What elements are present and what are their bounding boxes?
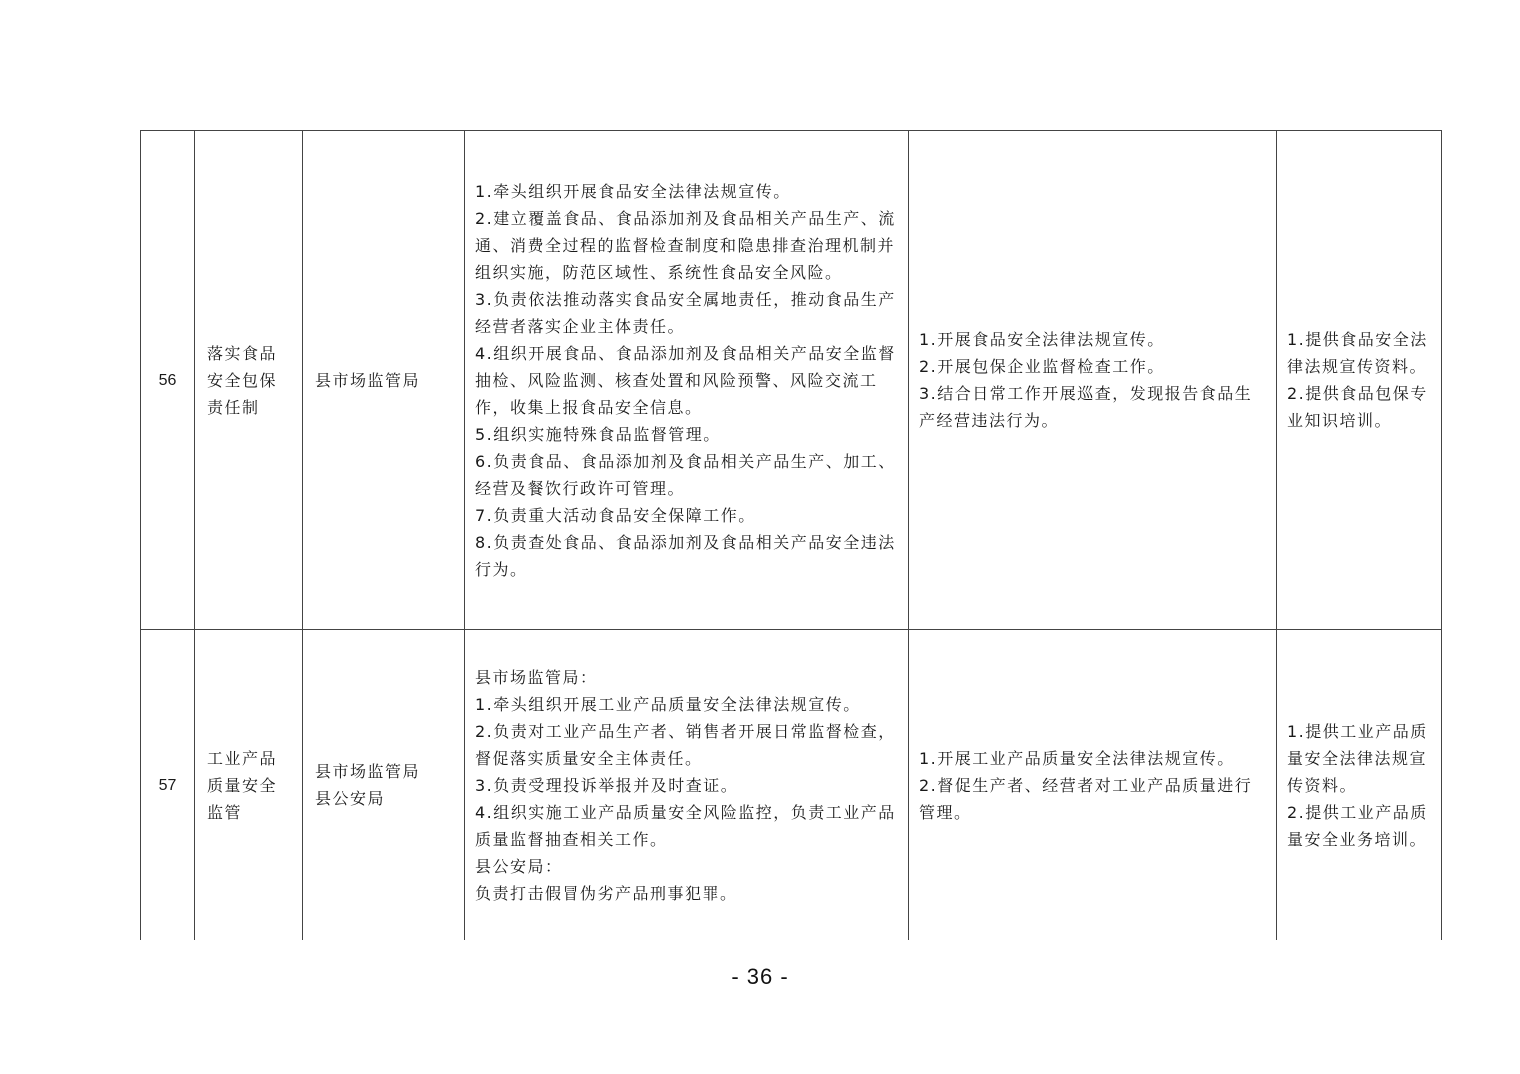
table-row (141, 131, 1442, 630)
support-cell (1277, 131, 1442, 630)
duty-line: 1.牵头组织开展食品安全法律法规宣传。 (475, 181, 791, 201)
support-line: 2.提供食品包保专业知识培训。 (1287, 384, 1428, 430)
duty-line: 7.负责重大活动食品安全保障工作。 (475, 505, 756, 525)
township-duty-line: 3.结合日常工作开展巡查，发现报告食品生产经营违法行为。 (919, 384, 1253, 430)
duty-line: 3.负责受理投诉举报并及时查证。 (475, 775, 739, 795)
duty-line: 4.组织开展食品、食品添加剂及食品相关产品安全监督抽检、风险监测、核查处置和风险预警、风险交流工作，收集上报食品安全信息。 (475, 343, 896, 417)
duty-line: 县公安局： (475, 856, 563, 876)
duty-line: 5.组织实施特殊食品监督管理。 (475, 424, 721, 444)
support-cell (1277, 630, 1442, 941)
support-line: 1.提供工业产品质量安全法律法规宣传资料。 (1287, 721, 1428, 795)
department-cell (303, 131, 465, 630)
page-number: - 36 - (731, 964, 789, 989)
duty-line: 负责打击假冒伪劣产品刑事犯罪。 (475, 883, 738, 903)
department-cell (303, 630, 465, 941)
township-duty-line: 1.开展食品安全法律法规宣传。 (919, 330, 1165, 349)
duty-line: 2.负责对工业产品生产者、销售者开展日常监督检查，督促落实质量安全主体责任。 (475, 721, 896, 768)
duty-line: 4.组织实施工业产品质量安全风险监控，负责工业产品质量监督抽查相关工作。 (475, 802, 896, 849)
department-name: 县市场监管局 (315, 370, 421, 390)
support-line: 2.提供工业产品质量安全业务培训。 (1287, 802, 1428, 849)
duty-line: 6.负责食品、食品添加剂及食品相关产品生产、加工、经营及餐饮行政许可管理。 (475, 451, 896, 498)
duty-line: 2.建立覆盖食品、食品添加剂及食品相关产品生产、流通、消费全过程的监督检查制度和隐患排查治理机制并组织实施，防范区域性、系统性食品安全风险。 (475, 208, 896, 282)
row-number: 57 (141, 630, 195, 941)
township-duties-cell (909, 131, 1277, 630)
duty-line: 县市场监管局： (475, 667, 598, 687)
department-name: 县公安局 (315, 789, 386, 808)
duty-line: 1.牵头组织开展工业产品质量安全法律法规宣传。 (475, 694, 861, 714)
township-duty-line: 1.开展工业产品质量安全法律法规宣传。 (919, 748, 1235, 768)
duties-cell (465, 131, 909, 630)
row-number: 56 (141, 131, 195, 630)
duty-line: 8.负责查处食品、食品添加剂及食品相关产品安全违法行为。 (475, 532, 896, 579)
table-row (141, 630, 1442, 941)
duty-line: 3.负责依法推动落实食品安全属地责任，推动食品生产经营者落实企业主体责任。 (475, 289, 896, 336)
responsibility-table (140, 130, 1442, 940)
township-duties-cell (909, 630, 1277, 941)
item-name: 工业产品质量安全监管 (195, 630, 303, 941)
support-line: 1.提供食品安全法律法规宣传资料。 (1287, 330, 1428, 376)
township-duty-line: 2.督促生产者、经营者对工业产品质量进行管理。 (919, 775, 1253, 822)
township-duty-line: 2.开展包保企业监督检查工作。 (919, 357, 1165, 376)
duties-cell (465, 630, 909, 941)
department-name: 县市场监管局 (315, 762, 421, 781)
item-name: 落实食品安全包保责任制 (195, 131, 303, 630)
